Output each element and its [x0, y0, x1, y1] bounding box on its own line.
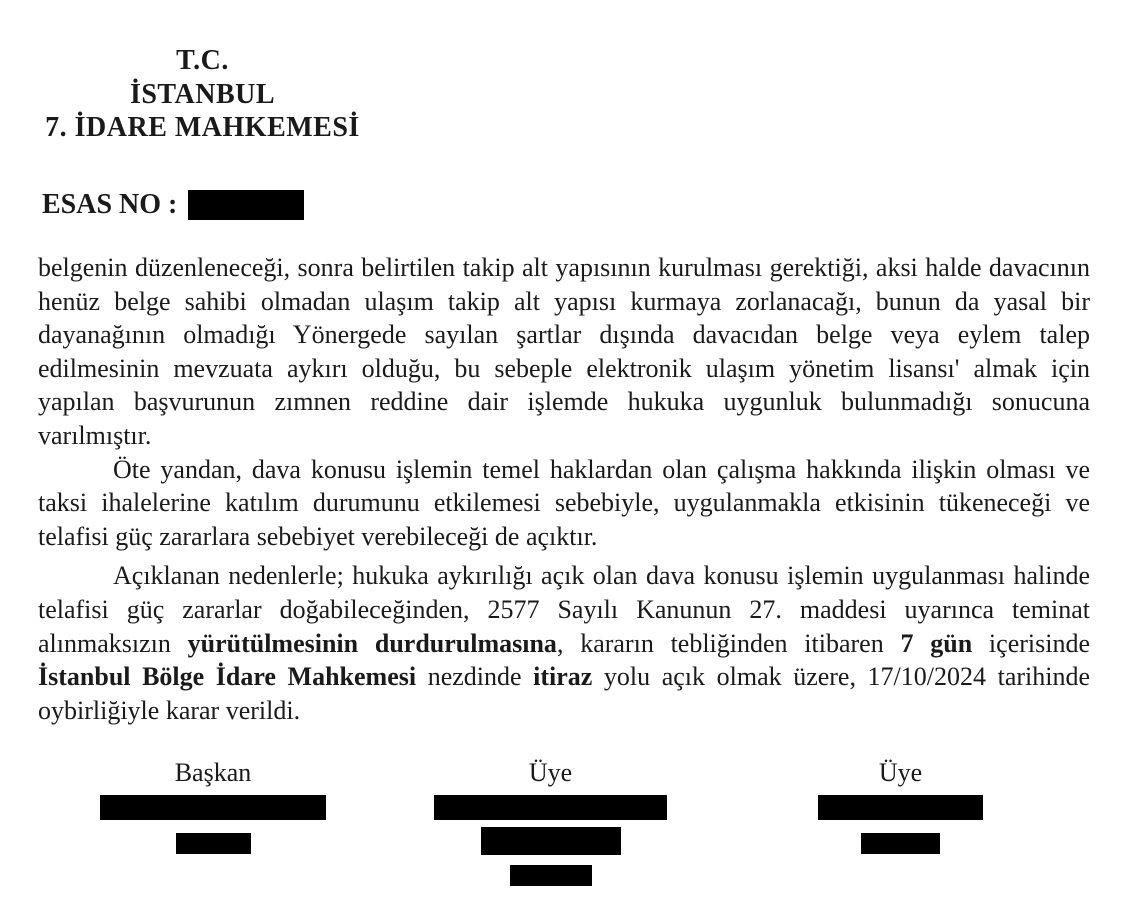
- paragraph-irreparable-harm: [38, 453, 1090, 554]
- paragraph-text: , kararın tebliğinden itibaren: [556, 628, 901, 658]
- paragraph-text: nezdinde: [416, 662, 534, 692]
- redaction-box-president-id: [176, 833, 251, 854]
- redaction-box-case-number: [188, 190, 304, 220]
- document-header: [0, 44, 405, 145]
- paragraph-findings: [38, 251, 1090, 453]
- redaction-box-member1-name: [434, 795, 667, 820]
- header-court-line: 7. İDARE MAHKEMESİ: [45, 112, 360, 143]
- signature-role-label: Başkan: [174, 758, 252, 787]
- header-republic-line: T.C.: [176, 45, 229, 76]
- signature-column-president: [100, 756, 326, 854]
- paragraph-text: Öte yandan, dava konusu işlemin temel haklardan olan çalışma hakkında ilişkin olması ve taksi ihalelerine katılım durumunu etkilemesi sebebiyle, uygulanmakla etkisinin tükeneceği ve telafisi güç zararlara sebebiyet verebileceği de açıktır.: [38, 454, 1090, 551]
- paragraph-ruling: [38, 559, 1090, 727]
- paragraph-text: içerisinde: [972, 628, 1090, 658]
- signature-role-label: Üye: [528, 758, 573, 787]
- paragraph-text: yolu açık olmak üzere, 17/10/2024 tarihinde oybirliğiyle karar verildi.: [38, 662, 1091, 725]
- ruling-objection-bold: itiraz: [533, 662, 593, 692]
- redaction-box-member2-name: [818, 795, 983, 820]
- esas-no-label: ESAS NO :: [42, 189, 178, 220]
- ruling-regional-court-bold: İstanbul Bölge İdare Mahkemesi: [38, 662, 417, 692]
- case-number-row: [42, 189, 304, 221]
- redaction-box-president-name: [100, 795, 326, 820]
- signature-column-member-2: [818, 756, 983, 854]
- paragraph-text: Açıklanan nedenlerle; hukuka aykırılığı açık olan dava konusu işlemin uygulanması halinde telafisi güç zararlar doğabileceğinden, 2577 Sayılı Kanunun 27. maddesi uyarınca teminat alınmaksızın: [38, 561, 1090, 658]
- redaction-box-member1-id: [481, 827, 621, 855]
- header-city-line: İSTANBUL: [129, 78, 276, 110]
- ruling-seven-days-bold: 7 gün: [900, 628, 973, 658]
- signature-role-label: Üye: [878, 758, 923, 787]
- decision-body: [38, 251, 1090, 727]
- paragraph-text: belgenin düzenleneceği, sonra belirtilen takip alt yapısının kurulması gerektiği, aksi halde davacının henüz belge sahibi olmadan ulaşım takip alt yapısı kurmaya zorlanacağı, bunun da yasal bir dayanağının olmadığı Yönergede sayılan şartlar dışında davacıdan belge veya eylem talep edilmesinin mevzuata aykırı olduğu, bu sebeple elektronik ulaşım yönetim lisansı' almak için yapılan başvurunun zımnen reddine dair işlemde hukuka uygunluk bulunmadığı sonucuna varılmıştır.: [38, 253, 1090, 450]
- redaction-box-member1-extra: [510, 865, 592, 886]
- ruling-stay-of-execution-bold: yürütülmesinin durdurulmasına: [187, 628, 557, 658]
- signature-column-member-1: [434, 756, 667, 886]
- redaction-box-member2-id: [861, 833, 940, 854]
